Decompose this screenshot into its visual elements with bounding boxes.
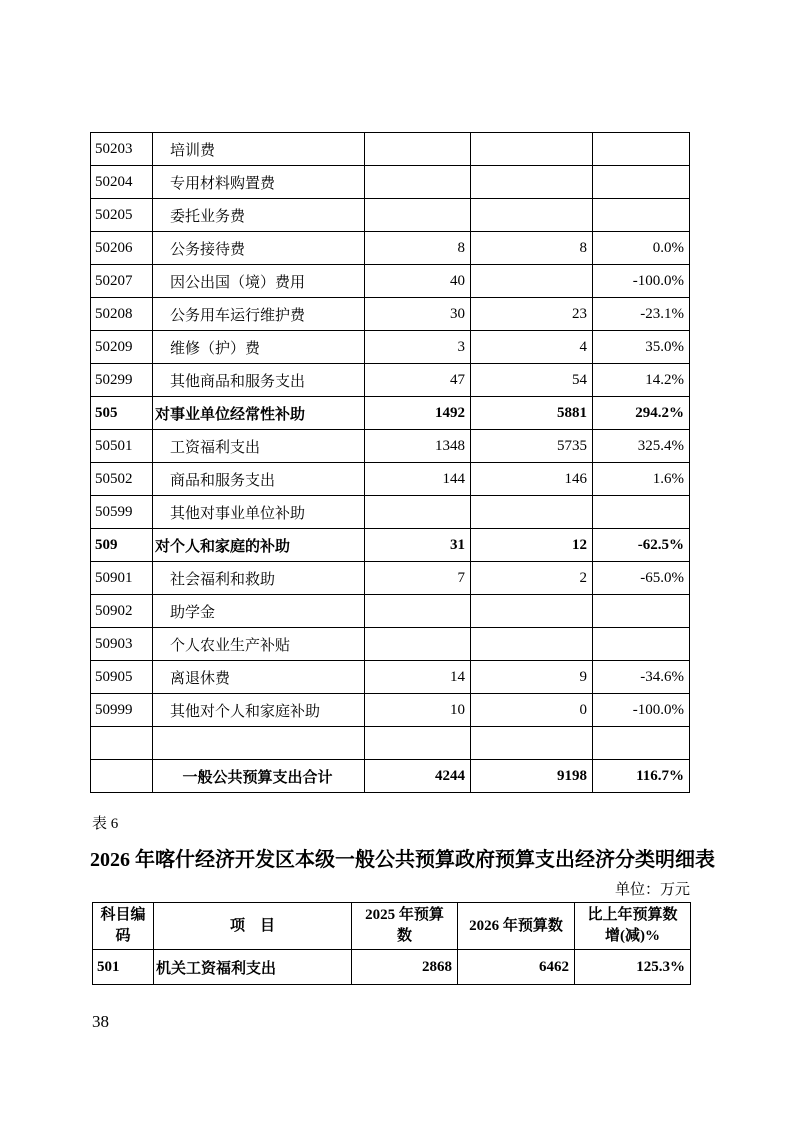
cell-2026-budget: 5735 (471, 430, 593, 463)
cell-2025-budget: 40 (365, 265, 471, 298)
table-row (91, 496, 690, 529)
cell-item-name: 助学金 (153, 595, 365, 628)
cell-2025-budget (365, 199, 471, 232)
cell-2025-budget: 144 (365, 463, 471, 496)
table2-header (93, 903, 691, 950)
cell-2026-budget: 23 (471, 298, 593, 331)
table6-label: 表 6 (92, 816, 119, 832)
header-subject-code: 科目编码 (93, 903, 154, 950)
cell-2025-budget: 30 (365, 298, 471, 331)
cell-2025-budget (365, 166, 471, 199)
cell-2026-budget (471, 133, 593, 166)
budget-economic-classification-table (92, 902, 691, 985)
cell-2025-budget: 3 (365, 331, 471, 364)
table2-body (93, 950, 691, 985)
cell-2025-budget (365, 496, 471, 529)
cell-2026-budget: 146 (471, 463, 593, 496)
cell-subject-code: 50903 (91, 628, 153, 661)
cell-2026-budget (471, 496, 593, 529)
cell-change-percent (593, 628, 690, 661)
cell-item-name: 专用材料购置费 (153, 166, 365, 199)
cell-change-percent: 1.6% (593, 463, 690, 496)
cell-item-name: 其他商品和服务支出 (153, 364, 365, 397)
header-2025-budget: 2025 年预算数 (352, 903, 458, 950)
cell-subject-code: 50501 (91, 430, 153, 463)
cell-change-percent: 14.2% (593, 364, 690, 397)
cell-2026-budget: 6462 (458, 950, 575, 985)
cell-2026-budget: 9 (471, 661, 593, 694)
cell-subject-code: 50902 (91, 595, 153, 628)
cell-item-name: 离退休费 (153, 661, 365, 694)
cell-item-name: 培训费 (153, 133, 365, 166)
table1-body (91, 133, 690, 793)
cell-2025-budget: 10 (365, 694, 471, 727)
table-row (91, 595, 690, 628)
cell-subject-code: 50209 (91, 331, 153, 364)
cell-change-percent: -100.0% (593, 265, 690, 298)
cell-item-name: 机关工资福利支出 (154, 950, 352, 985)
table-row (91, 529, 690, 562)
cell-item-name: 因公出国（境）费用 (153, 265, 365, 298)
cell-subject-code: 501 (93, 950, 154, 985)
cell-2025-budget: 14 (365, 661, 471, 694)
cell-item-name: 工资福利支出 (153, 430, 365, 463)
cell-2026-budget: 0 (471, 694, 593, 727)
cell-subject-code: 50999 (91, 694, 153, 727)
cell-2025-budget: 4244 (365, 760, 471, 793)
cell-item-name: 其他对个人和家庭补助 (153, 694, 365, 727)
cell-2026-budget (471, 166, 593, 199)
table-row (91, 463, 690, 496)
cell-change-percent: 294.2% (593, 397, 690, 430)
cell-item-name: 其他对事业单位补助 (153, 496, 365, 529)
cell-2025-budget: 8 (365, 232, 471, 265)
cell-2025-budget: 31 (365, 529, 471, 562)
cell-subject-code: 50204 (91, 166, 153, 199)
cell-subject-code: 50299 (91, 364, 153, 397)
cell-item-name (153, 727, 365, 760)
cell-2026-budget: 5881 (471, 397, 593, 430)
table-row (91, 661, 690, 694)
table-row (91, 331, 690, 364)
cell-item-name: 对事业单位经常性补助 (153, 397, 365, 430)
table-row (91, 562, 690, 595)
table-row (91, 760, 690, 793)
cell-change-percent: -23.1% (593, 298, 690, 331)
cell-subject-code: 509 (91, 529, 153, 562)
cell-item-name: 委托业务费 (153, 199, 365, 232)
cell-item-name: 社会福利和救助 (153, 562, 365, 595)
cell-change-percent (593, 199, 690, 232)
table-row (93, 950, 691, 985)
cell-2026-budget: 8 (471, 232, 593, 265)
cell-item-name: 一般公共预算支出合计 (153, 760, 365, 793)
cell-2025-budget: 2868 (352, 950, 458, 985)
cell-change-percent: -62.5% (593, 529, 690, 562)
cell-2026-budget (471, 199, 593, 232)
header-change-percent: 比上年预算数增(减)% (575, 903, 691, 950)
table-row (91, 430, 690, 463)
cell-2026-budget: 54 (471, 364, 593, 397)
cell-subject-code: 50905 (91, 661, 153, 694)
cell-change-percent (593, 496, 690, 529)
cell-subject-code (91, 727, 153, 760)
cell-item-name: 对个人和家庭的补助 (153, 529, 365, 562)
table-row (91, 727, 690, 760)
cell-subject-code: 50208 (91, 298, 153, 331)
cell-change-percent: -100.0% (593, 694, 690, 727)
header-2026-budget: 2026 年预算数 (458, 903, 575, 950)
cell-2026-budget (471, 265, 593, 298)
cell-change-percent (593, 133, 690, 166)
table-row (91, 232, 690, 265)
table-row (91, 166, 690, 199)
cell-2025-budget (365, 595, 471, 628)
cell-subject-code (91, 760, 153, 793)
cell-2025-budget (365, 727, 471, 760)
cell-change-percent: 35.0% (593, 331, 690, 364)
cell-2025-budget: 1492 (365, 397, 471, 430)
cell-2025-budget: 1348 (365, 430, 471, 463)
cell-2026-budget: 4 (471, 331, 593, 364)
cell-change-percent: -65.0% (593, 562, 690, 595)
table-row (91, 133, 690, 166)
cell-change-percent: 325.4% (593, 430, 690, 463)
cell-2025-budget (365, 628, 471, 661)
page-number: 38 (92, 1012, 109, 1031)
table-row (91, 628, 690, 661)
cell-item-name: 商品和服务支出 (153, 463, 365, 496)
cell-item-name: 公务用车运行维护费 (153, 298, 365, 331)
table-row (91, 364, 690, 397)
cell-subject-code: 50205 (91, 199, 153, 232)
cell-change-percent (593, 727, 690, 760)
table-row (91, 694, 690, 727)
cell-subject-code: 505 (91, 397, 153, 430)
budget-expenditure-table-continued (90, 132, 690, 793)
table6-title: 2026 年喀什经济开发区本级一般公共预算政府预算支出经济分类明细表 (90, 849, 715, 871)
cell-change-percent: 116.7% (593, 760, 690, 793)
cell-item-name: 个人农业生产补贴 (153, 628, 365, 661)
header-item-name: 项 目 (154, 903, 352, 950)
cell-subject-code: 50901 (91, 562, 153, 595)
table-row (91, 199, 690, 232)
cell-change-percent (593, 166, 690, 199)
table-row (91, 397, 690, 430)
cell-2026-budget: 9198 (471, 760, 593, 793)
cell-item-name: 维修（护）费 (153, 331, 365, 364)
cell-2025-budget: 47 (365, 364, 471, 397)
cell-2026-budget (471, 595, 593, 628)
cell-2025-budget (365, 133, 471, 166)
cell-2026-budget (471, 628, 593, 661)
cell-change-percent: 125.3% (575, 950, 691, 985)
cell-2025-budget: 7 (365, 562, 471, 595)
cell-2026-budget: 2 (471, 562, 593, 595)
table-row (91, 298, 690, 331)
cell-change-percent (593, 595, 690, 628)
unit-label: 单位：万元 (614, 882, 690, 898)
cell-2026-budget (471, 727, 593, 760)
cell-change-percent: 0.0% (593, 232, 690, 265)
cell-2026-budget: 12 (471, 529, 593, 562)
table-row (91, 265, 690, 298)
cell-subject-code: 50599 (91, 496, 153, 529)
cell-change-percent: -34.6% (593, 661, 690, 694)
cell-subject-code: 50207 (91, 265, 153, 298)
cell-subject-code: 50203 (91, 133, 153, 166)
cell-subject-code: 50206 (91, 232, 153, 265)
cell-item-name: 公务接待费 (153, 232, 365, 265)
cell-subject-code: 50502 (91, 463, 153, 496)
header-row (93, 903, 691, 950)
